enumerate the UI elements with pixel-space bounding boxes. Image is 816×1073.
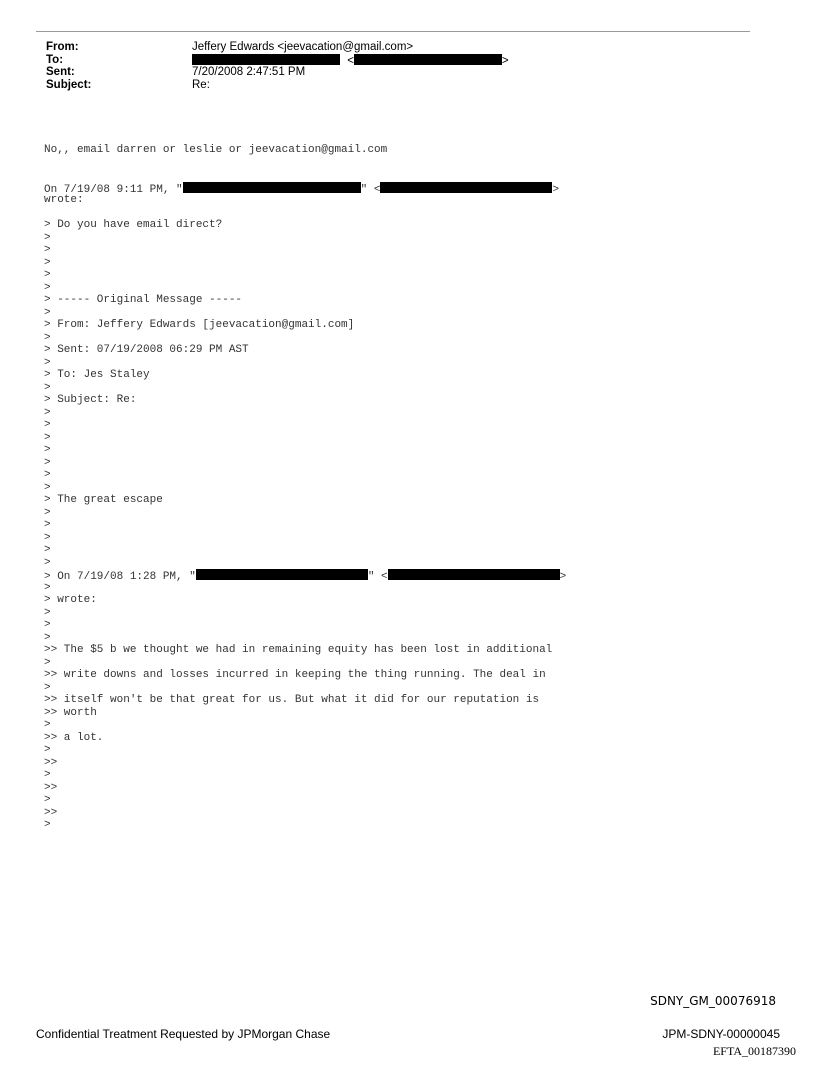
wrote-line: wrote: [44,194,84,206]
quote2-prefix: > On 7/19/08 1:28 PM, " [44,571,196,583]
quoted-line: > [44,281,51,294]
quoted-block-a [44,219,764,569]
quoted-line: > [44,619,51,631]
quote1-end: > [552,183,560,196]
quoted-line: > wrote: [44,594,97,606]
quoted-line: > [44,444,51,456]
quoted-line: > [44,556,51,569]
quoted-line: > [44,531,51,544]
quoted-line: > ----- Original Message ----- [44,294,243,306]
quoted-line: > Do you have email direct? [44,219,223,231]
quote-attribution-line [44,569,764,582]
quoted-line: > [44,519,51,531]
quoted-line: > [44,481,51,494]
sent-label: Sent: [46,66,75,78]
quoted-line: >> a lot. [44,731,104,744]
quoted-line: > The great escape [44,494,163,506]
blank-line [44,207,764,220]
quoted-line: > [44,581,51,594]
subject-row [46,79,746,92]
to-open-bracket: < [347,54,354,67]
subject-value: Re: [192,78,210,91]
redaction-bar [183,182,361,193]
quoted-line: > [44,419,51,431]
quoted-line: > [44,256,51,269]
quoted-line: > [44,406,51,419]
from-label: From: [46,41,79,53]
quoted-line: > [44,744,51,756]
efta-id: EFTA_00187390 [712,1044,796,1058]
quoted-line: > [44,431,51,444]
quoted-line: > [44,819,51,831]
to-label: To: [46,53,64,66]
quoted-line: > [44,269,51,281]
quoted-line: >> The $5 b we thought we had in remaining equity has been lost in additional [44,644,553,656]
quoted-block-b [44,582,764,832]
to-close-bracket: > [501,54,509,67]
quoted-line: >> [44,781,58,794]
quoted-line: > [44,456,51,469]
quoted-line: > [44,331,51,344]
to-row [46,54,746,67]
email-header [46,41,746,91]
quoted-line: > [44,306,51,319]
quoted-line: > [44,656,51,669]
quoted-line: >> itself won't be that great for us. But what it did for our reputation is [44,694,540,706]
quoted-line: > [44,544,51,556]
quoted-line: > [44,506,51,519]
quoted-line: > [44,631,51,644]
quoted-line: >> worth [44,706,97,719]
redaction-bar [196,569,368,580]
quote1-prefix: On 7/19/08 9:11 PM, " [44,183,183,196]
redaction-bar [380,182,552,193]
quoted-line: > Sent: 07/19/2008 06:29 PM AST [44,344,249,356]
quoted-line: >> [44,756,58,769]
email-body [44,144,764,832]
blank-line [44,169,764,182]
quoted-line: > [44,606,51,619]
redaction-bar [354,54,502,65]
quote2-mid: " < [367,571,388,583]
redaction-bar [388,569,560,580]
quoted-line: > [44,769,51,781]
redaction-bar [192,54,340,65]
quoted-line: > [44,244,51,256]
quote2-end: > [559,571,567,583]
from-row [46,41,746,54]
bates-stamp: SDNY_GM_00076918 [650,994,776,1008]
quoted-line: > [44,381,51,394]
quoted-line: > [44,719,51,731]
quoted-line: > To: Jes Staley [44,369,150,381]
quoted-line: > [44,794,51,806]
from-value: Jeffery Edwards <jeevacation@gmail.com> [192,41,414,53]
sent-row [46,66,746,79]
quoted-line: >> write downs and losses incurred in keeping the thing running. The deal in [44,669,546,681]
quoted-line: > [44,681,51,694]
quoted-line: > [44,469,51,481]
reply-line: No,, email darren or leslie or jeevacation@gmail.com [44,144,388,156]
to-value [192,54,746,67]
quoted-line: > [44,231,51,244]
confidential-notice: Confidential Treatment Requested by JPMorgan Chase [36,1027,331,1041]
header-divider [36,31,750,32]
subject-label: Subject: [46,78,92,91]
quoted-line: > Subject: Re: [44,394,137,406]
sent-value: 7/20/2008 2:47:51 PM [192,66,306,78]
quote1-mid: " < [360,183,381,196]
quoted-line: > From: Jeffery Edwards [jeevacation@gmail.com] [44,319,355,331]
quoted-line: >> [44,806,58,819]
jpm-id: JPM-SDNY-00000045 [662,1027,780,1041]
blank-line [44,157,764,170]
quoted-line: > [44,356,51,369]
quote-attribution-line [44,182,764,195]
